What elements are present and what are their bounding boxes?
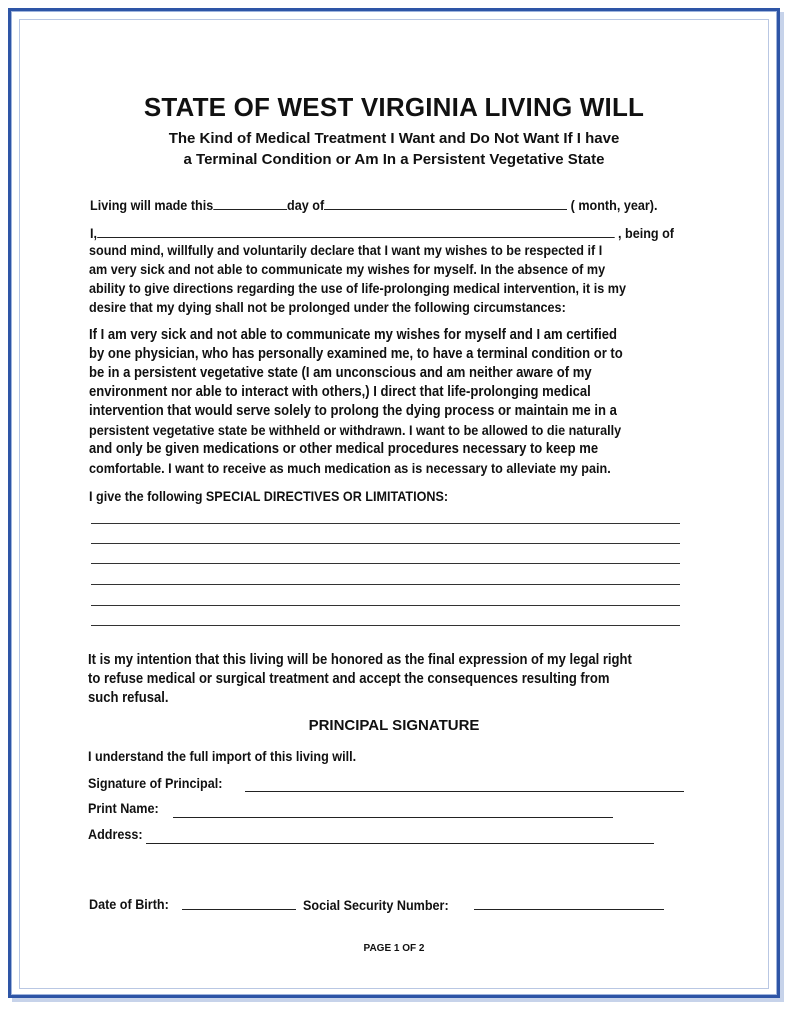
print-name-label: Print Name:: [88, 800, 159, 816]
paragraph-3-line: to refuse medical or surgical treatment and accept the consequences resulting from: [88, 671, 610, 687]
address-label: Address:: [88, 826, 143, 842]
paragraph-2-line: by one physician, who has personally examined me, to have a terminal condition or to: [89, 346, 623, 362]
signature-field[interactable]: [245, 791, 684, 792]
subtitle-line-2: a Terminal Condition or Am In a Persistent Vegetative State: [183, 151, 605, 168]
paragraph-2-line: be in a persistent vegetative state (I am unconscious and am neither aware of my: [89, 365, 592, 381]
directive-line[interactable]: [91, 625, 680, 626]
directive-line[interactable]: [91, 543, 680, 544]
day-field[interactable]: [213, 195, 287, 210]
principal-signature-heading: PRINCIPAL SIGNATURE: [308, 717, 480, 734]
address-field[interactable]: [146, 843, 654, 844]
i-label: I,: [90, 225, 98, 241]
paragraph-2-line: persistent vegetative state be withheld or withdrawn. I want to be allowed to die naturally: [89, 422, 622, 438]
signature-label: Signature of Principal:: [88, 775, 223, 791]
subtitle-line-1: The Kind of Medical Treatment I Want and Do Not Want If I have: [168, 130, 620, 147]
ssn-field[interactable]: [474, 909, 664, 910]
paragraph-2-line: comfortable. I want to receive as much medication as is necessary to alleviate my pain.: [89, 460, 611, 476]
paragraph-2-line: If I am very sick and not able to communicate my wishes for myself and I am certified: [89, 327, 617, 343]
paragraph-1-line: desire that my dying shall not be prolonged under the following circumstances:: [89, 299, 566, 315]
directive-line[interactable]: [91, 563, 680, 564]
special-directives-label: I give the following SPECIAL DIRECTIVES OR LIMITATIONS:: [89, 488, 449, 504]
dob-label: Date of Birth:: [89, 896, 169, 912]
day-of-label: day of: [287, 197, 325, 213]
ssn-label: Social Security Number:: [303, 897, 449, 913]
understand-statement: I understand the full import of this living will.: [88, 748, 357, 764]
paragraph-2-line: environment nor able to interact with others,) I direct that life-prolonging medical: [89, 384, 591, 400]
date-line: [90, 195, 657, 213]
paragraph-1-line: ability to give directions regarding the use of life-prolonging medical intervention, it is my: [89, 280, 626, 296]
paragraph-1-line: sound mind, willfully and voluntarily declare that I want my wishes to be respected if I: [89, 242, 603, 258]
being-of-label: , being of: [618, 225, 675, 241]
page-number: PAGE 1 OF 2: [363, 943, 425, 954]
directive-line[interactable]: [91, 584, 680, 585]
paragraph-1-line: am very sick and not able to communicate my wishes for myself. In the absence of my: [89, 261, 606, 277]
directive-line[interactable]: [91, 523, 680, 524]
name-line: [90, 223, 674, 241]
print-name-field[interactable]: [173, 817, 613, 818]
paragraph-3-line: It is my intention that this living will be honored as the final expression of my legal right: [88, 652, 632, 668]
month-year-field[interactable]: [324, 195, 567, 210]
directive-line[interactable]: [91, 605, 680, 606]
month-year-label: ( month, year).: [570, 197, 658, 213]
paragraph-3-line: such refusal.: [88, 690, 169, 706]
made-this-label: Living will made this: [90, 197, 214, 213]
paragraph-2-line: intervention that would serve solely to prolong the dying process or maintain me in a: [89, 403, 617, 419]
document-title: STATE OF WEST VIRGINIA LIVING WILL: [143, 92, 645, 122]
dob-field[interactable]: [182, 909, 296, 910]
paragraph-2-line: and only be given medications or other medical procedures necessary to keep me: [89, 441, 599, 457]
declarant-name-field[interactable]: [97, 223, 615, 238]
